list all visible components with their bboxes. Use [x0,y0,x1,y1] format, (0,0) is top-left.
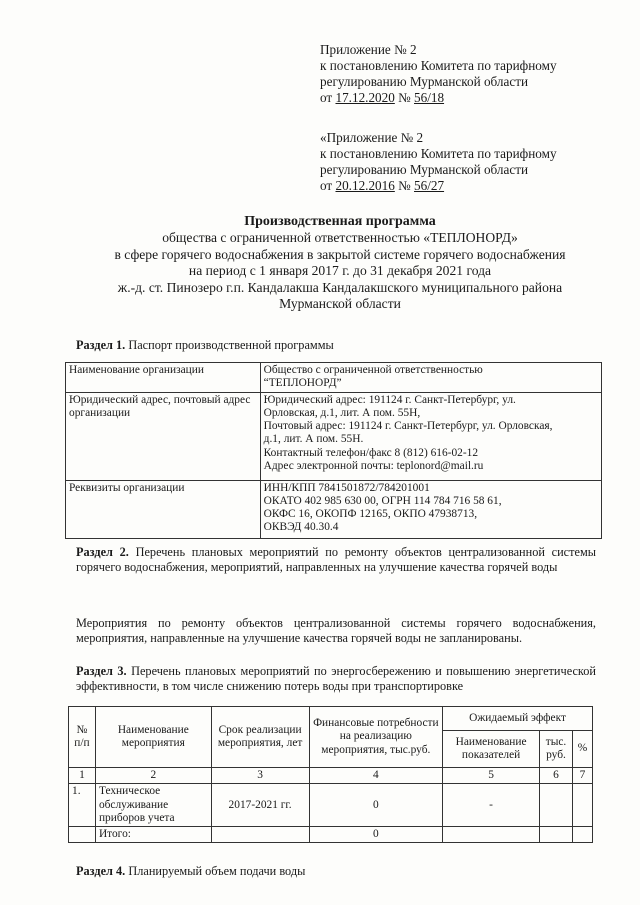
appendix-num-sign: № [398,178,411,193]
col-number: 1 [69,768,96,784]
appendix-line: к постановлению Комитета по тарифному [320,146,557,161]
appendix-line: «Приложение № 2 [320,130,424,145]
row-percent [572,784,592,827]
appendix-date: 17.12.2020 [335,90,395,105]
title-line: ж.-д. ст. Пинозеро г.п. Кандалакша Кандалакшского муниципального района [117,279,563,295]
col-header-finance: Финансовые потребности на реализацию мероприятия, тыс.руб. [309,707,443,768]
row-term: 2017-2021 гг. [211,784,309,827]
col-number: 6 [540,768,573,784]
measures-table [68,706,593,843]
passport-value-line: ОКВЭД 40.30.4 [263,521,339,534]
col-number: 3 [211,768,309,784]
total-finance: 0 [309,827,443,843]
total-blank [211,827,309,843]
passport-value-line: Почтовый адрес: 191124 г. Санкт-Петербург, ул. Орловская, [263,420,553,433]
appendix-num-sign: № [398,90,411,105]
row-num: 1. [69,784,96,827]
section-text: Перечень плановых мероприятий по энергосбережению и повышению энергетической эффективности, в том числе снижению потерь воды при транспортировке [76,664,596,693]
section-label: Раздел 1. [76,338,126,352]
col-header-num: № п/п [69,707,96,768]
table-colnum-row [69,768,593,784]
col-number: 4 [309,768,443,784]
col-number: 2 [95,768,211,784]
total-blank [572,827,592,843]
col-header-name: Наименование мероприятия [95,707,211,768]
col-header-percent: % [572,731,592,768]
row-name: Техническое обслуживание приборов учета [95,784,211,827]
passport-value [260,363,601,393]
appendix-date: 20.12.2016 [335,178,395,193]
section-1-heading [76,338,596,353]
passport-value [260,480,601,538]
col-header-term: Срок реализации мероприятия, лет [211,707,309,768]
table-row [66,363,602,393]
passport-value-line: Адрес электронной почты: teplonord@mail.ru [263,460,484,473]
section-4-heading [76,864,596,879]
section-2-heading [76,545,596,575]
row-indicators: - [443,784,540,827]
passport-value-line: Общество с ограниченной ответственностью [263,364,483,376]
title-line: общества с ограниченной ответственностью «ТЕПЛОНОРД» [162,230,518,246]
program-title: Производственная программа [244,214,436,229]
table-total-row [69,827,593,843]
passport-value-line: ОКАТО 402 985 630 00, ОГРН 114 784 716 58 61, [263,494,502,507]
passport-key: Реквизиты организации [66,480,261,538]
passport-value-line: д.1, лит. А пом. 55Н. [263,433,364,446]
passport-value-line: ИНН/КПП 7841501872/784201001 [263,481,430,494]
col-number: 5 [443,768,540,784]
program-title-block [40,214,640,312]
appendix-header-old [320,130,557,194]
appendix-line: Приложение № 2 [320,42,417,57]
section-text: Перечень плановых мероприятий по ремонту объектов централизованной системы горячего водоснабжения, мероприятий, направленных на улучшение качества горячей воды [76,545,597,574]
appendix-date-line [320,178,557,194]
appendix-line: к постановлению Комитета по тарифному [320,58,557,73]
passport-value-line: Орловская, д.1, лит. А пом. 55Н, [263,406,421,419]
col-header-thousand: тыс. руб. [540,731,573,768]
passport-value-line: Юридический адрес: 191124 г. Санкт-Петербург, ул. [263,393,516,406]
appendix-number: 56/18 [414,90,445,105]
appendix-number: 56/27 [414,178,445,193]
total-label: Итого: [95,827,211,843]
table-header-row [69,707,593,731]
col-number: 7 [572,768,592,784]
title-line: в сфере горячего водоснабжения в закрытой системе горячего водоснабжения [114,246,566,262]
passport-table [65,362,602,539]
appendix-header-new [320,42,557,106]
table-row [66,392,602,480]
total-blank [69,827,96,843]
passport-key: Наименование организации [66,363,261,393]
passport-value-line: “ТЕПЛОНОРД” [263,377,342,390]
section-label: Раздел 2. [76,545,129,559]
appendix-from: от [320,178,333,193]
passport-value-line: ОКФС 16, ОКОПФ 12165, ОКПО 47938713, [263,508,478,521]
passport-value [260,392,601,480]
title-line: Мурманской области [279,296,401,312]
passport-key: Юридический адрес, почтовый адрес организации [66,392,261,480]
row-finance: 0 [309,784,443,827]
title-line: на период с 1 января 2017 г. до 31 декабря 2021 года [188,263,492,279]
section-label: Раздел 3. [76,664,127,678]
col-header-indicators: Наименование показателей [443,731,540,768]
appendix-date-line [320,90,557,106]
appendix-line: регулированию Мурманской области [320,162,529,177]
appendix-from: от [320,90,333,105]
table-row [69,784,593,827]
row-thousand [540,784,573,827]
section-text: Планируемый объем подачи воды [128,864,306,878]
appendix-line: регулированию Мурманской области [320,74,529,89]
table-row [66,480,602,538]
section-2-note: Мероприятия по ремонту объектов централизованной системы горячего водоснабжения, мероприятия, направленные на улучшение качества горячей воды не запланированы. [76,616,596,645]
passport-value-line: Контактный телефон/факс 8 (812) 616-02-12 [263,446,479,459]
section-3-heading [76,664,596,694]
section-label: Раздел 4. [76,864,126,878]
total-blank [443,827,540,843]
total-blank [540,827,573,843]
section-text: Паспорт производственной программы [128,338,334,352]
col-header-effect: Ожидаемый эффект [443,707,593,731]
